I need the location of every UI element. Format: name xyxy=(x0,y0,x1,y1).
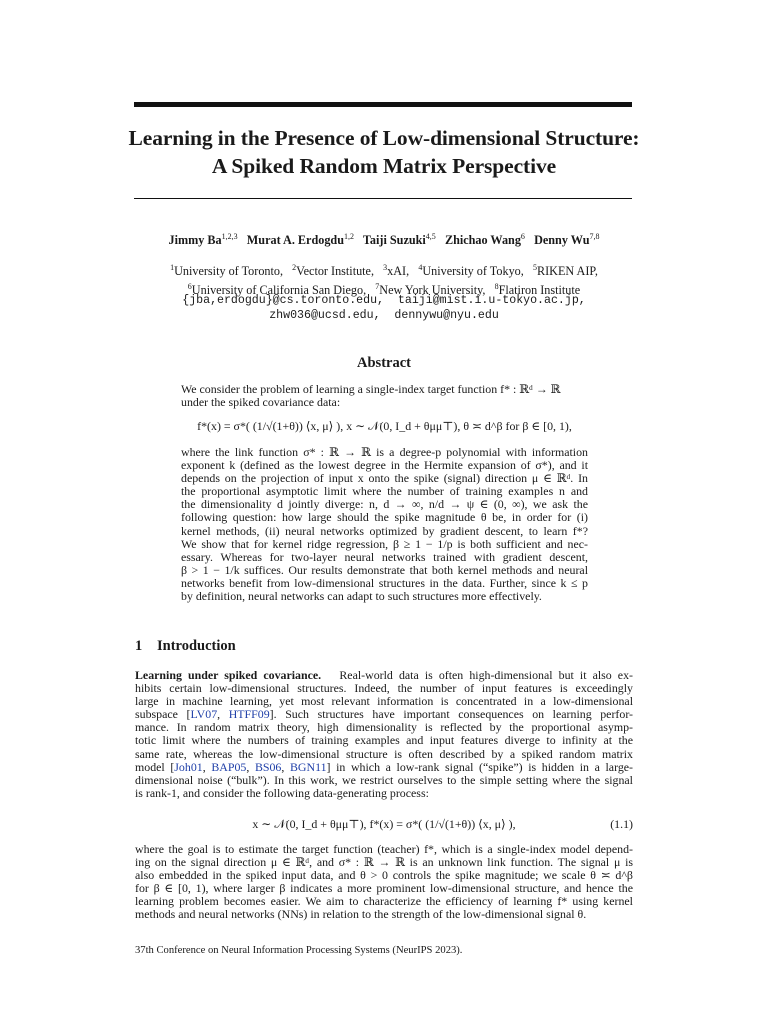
affiliation: University of Toronto, xyxy=(174,264,284,278)
abstract-body xyxy=(181,446,588,603)
author-affiliation-marks: 4,5 xyxy=(425,232,436,241)
title-line-2: A Spiked Random Matrix Perspective xyxy=(211,154,557,178)
body-line: is rank-1, and consider the following data-generating process: xyxy=(135,785,429,800)
abstract-line: depends on the projection of input x onto the spike (signal) direction μ ∈ ℝᵈ. In xyxy=(181,471,588,486)
body-line: where the goal is to estimate the target function (teacher) f*, which is a single-index model depend- xyxy=(135,842,633,856)
abstract-line: We show that for kernel ridge regression, β ≥ 1 − 1/p is both sufficient and nec- xyxy=(181,536,588,551)
abstract-line: by definition, neural networks can adapt to such structures more effectively. xyxy=(181,589,542,604)
affiliation-mark: 7 xyxy=(375,282,380,291)
equation-text: x ∼ 𝒩(0, I_d + θμμ⊤), f*(x) = σ*( (1/√(1+θ)) ⟨x, μ⟩ ), xyxy=(252,817,516,831)
abstract-line: where the link function σ* : ℝ → ℝ is a degree-p polynomial with information xyxy=(181,445,588,459)
body-line: learning problem becomes easier. We aim to characterize the efficiency of learning f* using kernel xyxy=(135,894,633,909)
body-text: Real-world data is often high-dimensional but it also ex- xyxy=(339,668,633,682)
author-name: Jimmy Ba xyxy=(168,233,222,247)
abstract-heading: Abstract xyxy=(357,355,411,371)
abstract-equation-text: f*(x) = σ*( (1/√(1+θ)) ⟨x, μ⟩ ), x ∼ 𝒩(0, I_d + θμμ⊤), θ ≍ d^β for β ∈ [0, 1), xyxy=(197,419,572,433)
affiliation-mark: 4 xyxy=(418,263,423,272)
section-title: Introduction xyxy=(157,638,236,654)
equation-number: (1.1) xyxy=(610,817,633,831)
abstract-intro xyxy=(181,383,588,409)
affiliation: University of California San Diego, xyxy=(191,283,367,297)
affiliation-mark: 1 xyxy=(170,263,175,272)
body-line: subspace [LV07, HTFF09]. Such structures have important consequences on learning perfor- xyxy=(135,707,633,722)
section-heading-introduction xyxy=(135,638,236,655)
affiliation-mark: 5 xyxy=(532,263,537,272)
author-name: Murat A. Erdogdu xyxy=(246,233,344,247)
author-name: Denny Wu xyxy=(534,233,590,247)
paper-title xyxy=(100,124,668,180)
section-number: 1 xyxy=(135,638,143,654)
intro-paragraph-1 xyxy=(135,669,633,800)
body-line: model [Joh01, BAP05, BS06, BGN11] in which a low-rank signal (“spike”) is hidden in a large- xyxy=(135,759,634,774)
author-affiliation-marks: 6 xyxy=(520,232,525,241)
abstract-line: essary. Whereas for two-layer neural networks trained with gradient descent, xyxy=(181,549,588,564)
body-line: methods and neural networks (NNs) in relation to the strength of the low-dimensional signal θ. xyxy=(135,907,587,922)
affiliation: RIKEN AIP, xyxy=(536,264,598,278)
affiliations-line-1 xyxy=(100,260,668,279)
author-name: Zhichao Wang xyxy=(444,233,521,247)
author-affiliation-marks: 1,2 xyxy=(343,232,354,241)
affiliation: University of Tokyo, xyxy=(422,264,524,278)
affiliation: Vector Institute, xyxy=(296,264,375,278)
body-line: mance. In random matrix theory, high dimensionality is reflected by the proportional asymp- xyxy=(135,720,633,735)
body-line: ing on the signal direction μ ∈ ℝᵈ, and σ* : ℝ → ℝ is an unknown link function. The signal μ is xyxy=(135,855,633,870)
body-line: same rate, whereas the low-dimensional structure is often described by a spiked random matrix xyxy=(135,746,633,761)
abstract-line: We consider the problem of learning a single-index target function f* : ℝᵈ → ℝ xyxy=(181,382,561,396)
body-line: hibits certain low-dimensional structures. Indeed, the number of input features is exceedingly xyxy=(135,681,633,696)
affiliation-mark: 6 xyxy=(187,282,192,291)
abstract-line: β > 1 − 1/k suffices. Our results demonstrate that both kernel methods and neural xyxy=(181,562,588,577)
abstract-line: exponent k (defined as the lowest degree in the Hermite expansion of σ*), and it xyxy=(181,458,588,473)
author-affiliation-marks: 7,8 xyxy=(589,232,600,241)
abstract-line: the proportional asymptotic limit where the number of training examples n and xyxy=(181,484,588,499)
top-rule xyxy=(134,102,632,107)
affiliation-mark: 8 xyxy=(494,282,499,291)
paragraph-heading: Learning under spiked covariance. xyxy=(135,668,322,682)
author-affiliation-marks: 1,2,3 xyxy=(221,232,238,241)
author-emails xyxy=(100,293,668,323)
abstract-equation xyxy=(181,420,588,433)
email-line-1: {jba,erdogdu}@cs.toronto.edu, taiji@mist.i.u-tokyo.ac.jp, xyxy=(182,294,586,307)
conference-footnote: 37th Conference on Neural Information Processing Systems (NeurIPS 2023). xyxy=(135,945,463,956)
author-list xyxy=(100,232,668,248)
affiliation-mark: 2 xyxy=(292,263,297,272)
abstract-line: networks benefit from low-dimensional structures in the data. Further, since k ≤ p xyxy=(181,575,588,590)
abstract-line: following question: how large should the spike magnitude θ be, in order for (i) xyxy=(181,510,588,525)
abstract-line: the dimensionality d jointly diverge: n, d → ∞, n/d → ψ ∈ (0, ∞), we ask the xyxy=(181,497,588,512)
body-line: dimensional noise (“bulk”). In this work, we restrict ourselves to the simple setting where the signal xyxy=(135,772,633,787)
body-line: totic limit where the numbers of training examples and input features diverge to infinity at the xyxy=(135,733,633,748)
body-line: large in machine learning, yet most relevant information is concentrated in a low-dimensional xyxy=(135,694,633,709)
body-line: also embedded in the spiked input data, and θ > 0 controls the spike magnitude; we scale θ ≍ d^β xyxy=(135,868,633,883)
abstract-line: kernel methods, (ii) neural networks optimized by gradient descent, to learn f*? xyxy=(181,523,588,538)
affiliation-mark: 3 xyxy=(383,263,388,272)
affiliation: Flatiron Institute xyxy=(498,283,581,297)
title-bottom-rule xyxy=(134,198,632,199)
affiliation: New York University, xyxy=(379,283,486,297)
author-name: Taiji Suzuki xyxy=(362,233,426,247)
equation-1-1 xyxy=(135,818,633,831)
intro-paragraph-2 xyxy=(135,843,633,922)
body-line: for β ∈ [0, 1), where larger β indicates a more prominent low-dimensional structure, and hence the xyxy=(135,881,633,896)
title-line-1: Learning in the Presence of Low-dimensional Structure: xyxy=(128,126,640,150)
email-line-2: zhw036@ucsd.edu, dennywu@nyu.edu xyxy=(269,309,499,322)
abstract-line: under the spiked covariance data: xyxy=(181,395,341,410)
affiliation: xAI, xyxy=(387,264,410,278)
